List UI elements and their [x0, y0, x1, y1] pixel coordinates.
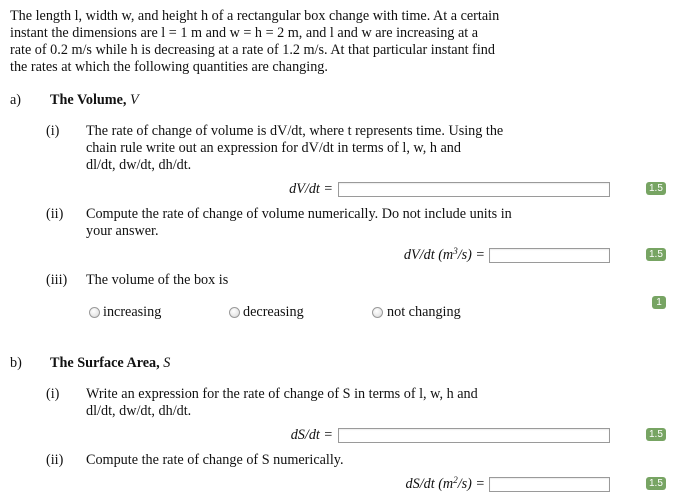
part-a-heading: [50, 92, 139, 109]
a-q2-text: [86, 206, 536, 240]
b-q2-points-badge: 1.5: [646, 477, 666, 490]
a-q1-line-1: The rate of change of volume is dV/dt, where t represents time. Using the: [86, 123, 504, 139]
b-q2-answer-input[interactable]: [489, 477, 610, 492]
part-a-title: The Volume,: [50, 92, 127, 108]
b-q2-answer-label: [406, 476, 486, 493]
b-q1-line-1: Write an expression for the rate of change of S in terms of l, w, h and: [86, 386, 478, 402]
a-q1-answer-input[interactable]: [338, 182, 610, 197]
b-q1-text: [86, 386, 536, 420]
b-q2-marker: (ii): [46, 452, 64, 468]
part-a-marker: a): [10, 92, 22, 108]
radio-not-changing[interactable]: [372, 307, 383, 318]
part-b-symbol: S: [163, 355, 171, 371]
a-q2-label-sup: 3: [453, 246, 458, 256]
intro-line-3: rate of 0.2 m/s while h is decreasing at a rate of 1.2 m/s. At that particular instant find: [10, 42, 495, 58]
a-q1-text: [86, 123, 536, 174]
b-q1-answer-input[interactable]: [338, 428, 610, 443]
radio-decreasing[interactable]: [229, 307, 240, 318]
radio-not-changing-label[interactable]: not changing: [387, 304, 461, 320]
a-q1-answer-label: dV/dt =: [289, 181, 333, 197]
b-q2-label-pre: dS/dt (m: [405, 476, 454, 492]
radio-increasing[interactable]: [89, 307, 100, 318]
a-q2-answer-label: [404, 247, 485, 264]
b-q1-marker: (i): [46, 386, 60, 402]
a-q1-points-badge: 1.5: [646, 182, 666, 195]
problem-statement: [10, 8, 550, 76]
a-q1-line-2: chain rule write out an expression for dV/dt in terms of l, w, h and: [86, 140, 461, 156]
a-q1-marker: (i): [46, 123, 60, 139]
a-q1-line-3: dl/dt, dw/dt, dh/dt.: [86, 157, 192, 173]
intro-line-2: instant the dimensions are l = 1 m and w = h = 2 m, and l and w are increasing at a: [10, 25, 479, 41]
a-q2-answer-input[interactable]: [489, 248, 610, 263]
a-q2-label-pre: dV/dt (m: [403, 247, 454, 263]
a-q2-marker: (ii): [46, 206, 64, 222]
part-a-symbol: V: [130, 92, 139, 108]
a-q2-line-1: Compute the rate of change of volume numerically. Do not include units in: [86, 206, 512, 222]
a-q2-label-post: /s) =: [457, 247, 485, 263]
part-b-heading: [50, 355, 170, 372]
intro-line-4: the rates at which the following quantities are changing.: [10, 59, 328, 75]
part-b-title: The Surface Area,: [50, 355, 160, 371]
radio-increasing-label[interactable]: increasing: [103, 304, 162, 320]
b-q1-answer-label: dS/dt =: [290, 427, 333, 443]
b-q2-text: Compute the rate of change of S numerically.: [86, 452, 344, 468]
b-q1-line-2: dl/dt, dw/dt, dh/dt.: [86, 403, 192, 419]
a-q3-points-badge: 1: [652, 296, 666, 309]
radio-decreasing-label[interactable]: decreasing: [243, 304, 304, 320]
a-q2-points-badge: 1.5: [646, 248, 666, 261]
a-q3-text: The volume of the box is: [86, 272, 229, 288]
b-q2-label-sup: 2: [453, 475, 458, 485]
intro-line-1: The length l, width w, and height h of a rectangular box change with time. At a certain: [10, 8, 500, 24]
a-q3-marker: (iii): [46, 272, 68, 288]
part-b-marker: b): [10, 355, 22, 371]
b-q2-label-post: /s) =: [457, 476, 485, 492]
b-q1-points-badge: 1.5: [646, 428, 666, 441]
a-q2-line-2: your answer.: [86, 223, 159, 239]
